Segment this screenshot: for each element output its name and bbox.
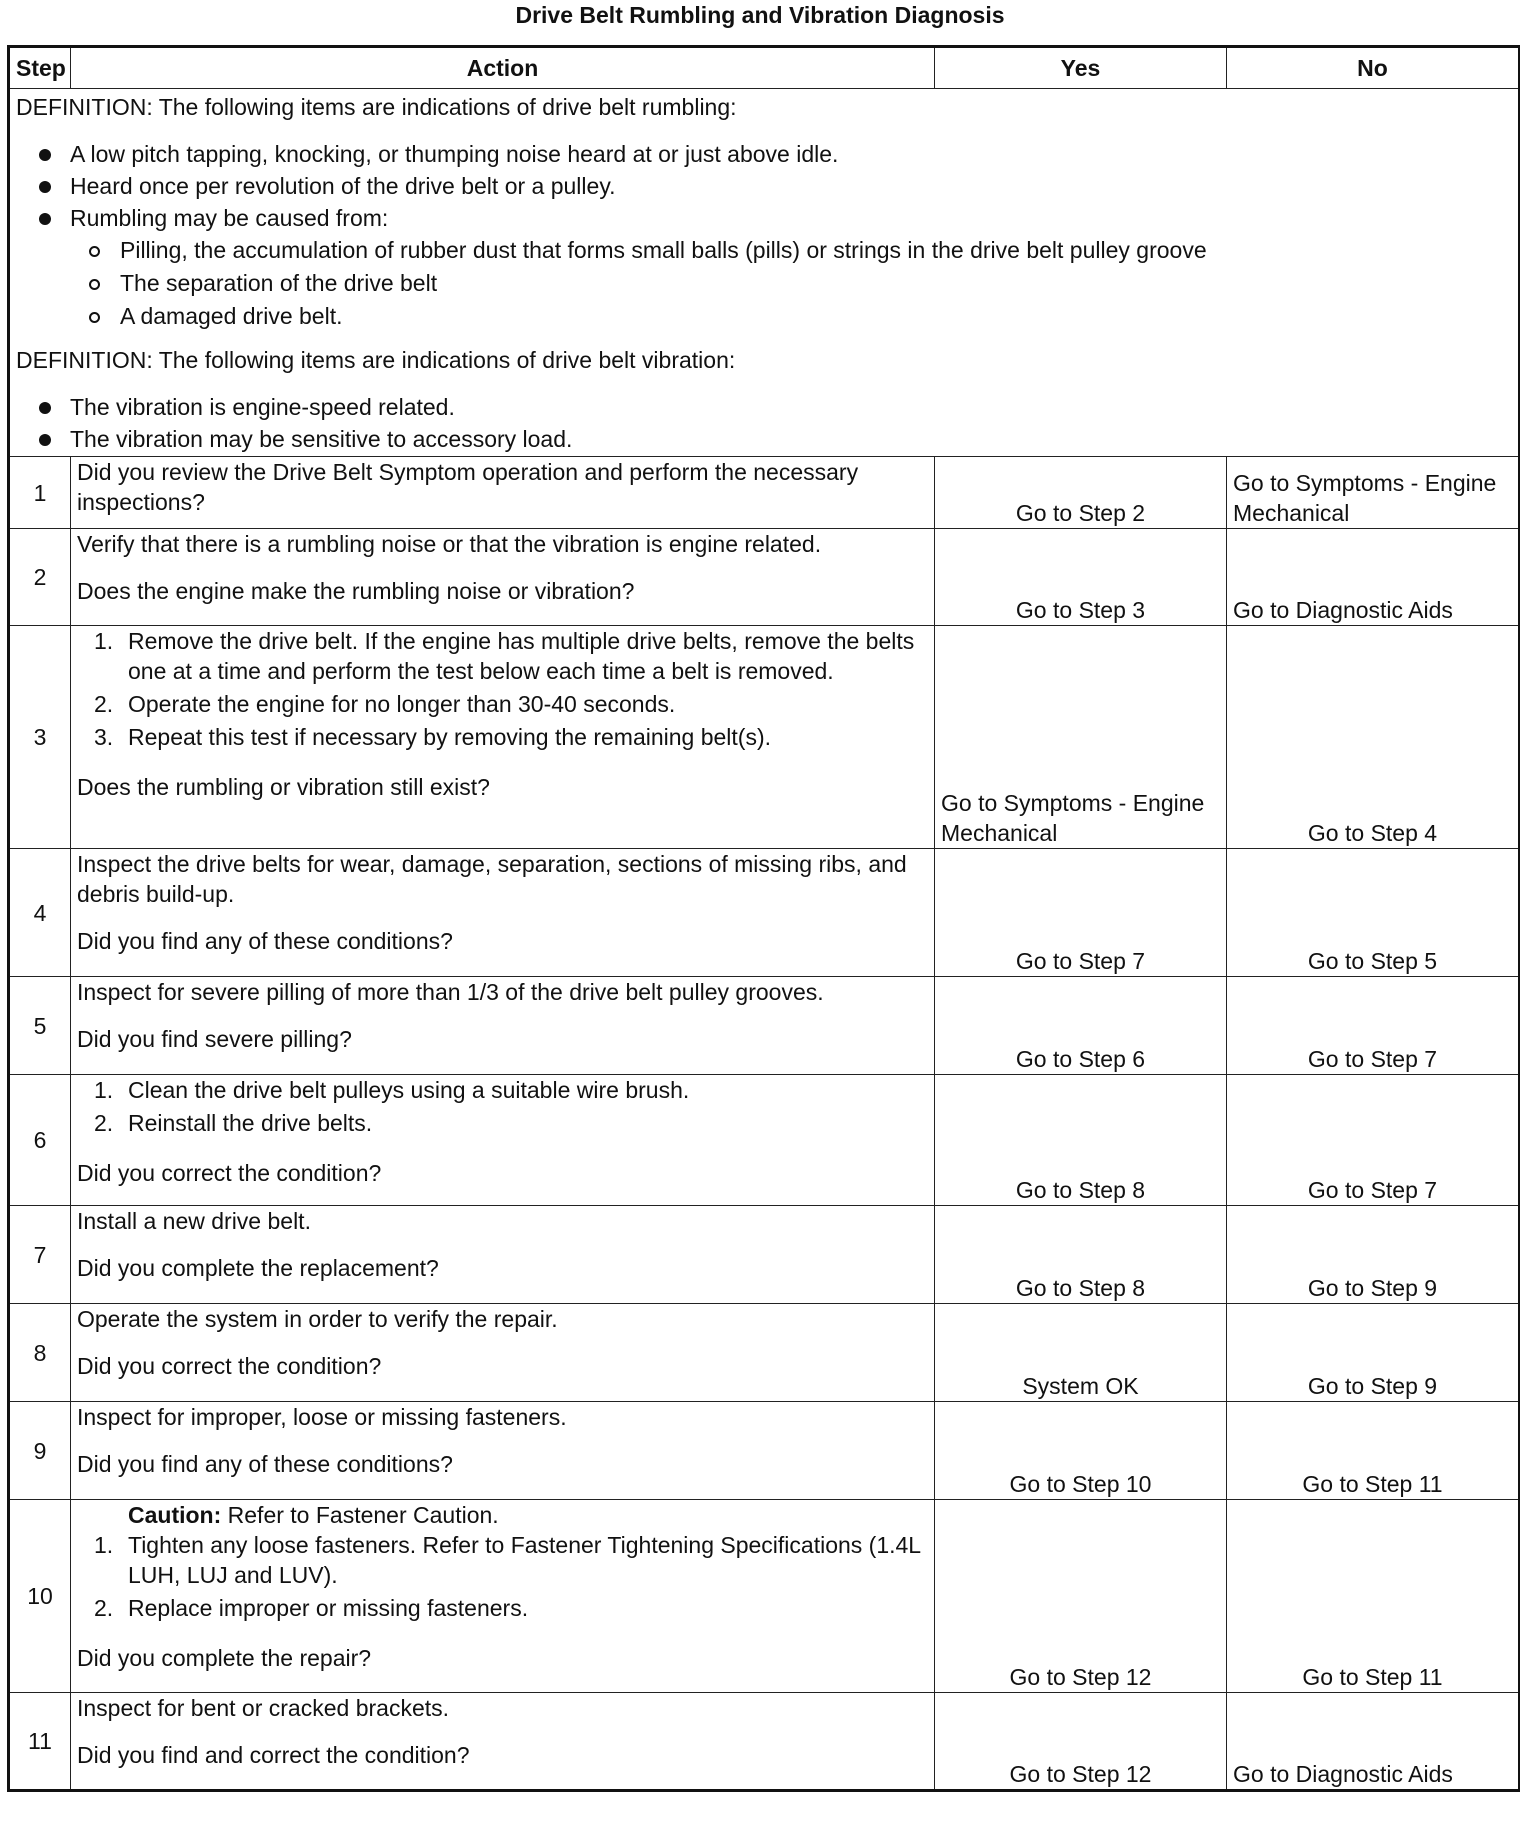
yes-cell: Go to Step 2 <box>935 457 1227 529</box>
action-question: Did you complete the repair? <box>77 1645 372 1671</box>
yes-cell: System OK <box>935 1304 1227 1402</box>
no-cell: Go to Step 9 <box>1227 1304 1520 1402</box>
header-yes: Yes <box>935 47 1227 89</box>
caution-label: Caution: <box>128 1502 222 1528</box>
table-row <box>9 1500 1520 1693</box>
action-step-item: 2. Reinstall the drive belts. <box>94 1110 373 1136</box>
header-no: No <box>1227 47 1520 89</box>
action-text: Verify that there is a rumbling noise or that the vibration is engine related. <box>77 531 822 557</box>
bullet-item <box>16 203 1512 331</box>
action-cell <box>71 1075 935 1206</box>
yes-cell: Go to Step 8 <box>935 1075 1227 1206</box>
action-question: Did you find severe pilling? <box>77 1026 352 1052</box>
action-question: Did you find any of these conditions? <box>77 928 453 954</box>
step-number: 1 <box>9 457 71 529</box>
action-steps <box>77 626 928 752</box>
action-cell <box>71 1206 935 1304</box>
bullet-item: The vibration is engine-speed related. <box>16 392 1512 422</box>
action-question: Did you correct the condition? <box>77 1160 382 1186</box>
definition-cell <box>9 89 1520 457</box>
action-question: Did you complete the replacement? <box>77 1255 439 1281</box>
yes-cell: Go to Step 8 <box>935 1206 1227 1304</box>
step-number: 11 <box>9 1693 71 1791</box>
table-row <box>9 529 1520 626</box>
step-number: 3 <box>9 626 71 849</box>
table-row <box>9 626 1520 849</box>
no-cell: Go to Diagnostic Aids <box>1227 529 1520 626</box>
sub-bullet-item: Pilling, the accumulation of rubber dust that forms small balls (pills) or strings in the drive belt pulley groove <box>70 235 1512 265</box>
table-row <box>9 1075 1520 1206</box>
action-text: Install a new drive belt. <box>77 1208 311 1234</box>
bullet-item: The vibration may be sensitive to accessory load. <box>16 424 1512 454</box>
action-text: Inspect the drive belts for wear, damage, separation, sections of missing ribs, and debris build-up. <box>77 851 907 907</box>
table-row <box>9 1693 1520 1791</box>
bullet-item: Heard once per revolution of the drive belt or a pulley. <box>16 171 1512 201</box>
step-number: 5 <box>9 977 71 1075</box>
definition-row <box>9 89 1520 457</box>
caution-note <box>77 1500 928 1530</box>
yes-cell: Go to Step 3 <box>935 529 1227 626</box>
yes-cell: Go to Step 12 <box>935 1500 1227 1693</box>
action-question: Did you correct the condition? <box>77 1353 382 1379</box>
caution-text: Refer to Fastener Caution. <box>227 1502 499 1528</box>
step-number: 7 <box>9 1206 71 1304</box>
action-text: Inspect for severe pilling of more than 1/3 of the drive belt pulley grooves. <box>77 979 824 1005</box>
document-title: Drive Belt Rumbling and Vibration Diagnosis <box>515 2 1005 28</box>
bullet-text: Rumbling may be caused from: <box>70 205 389 231</box>
action-question: Did you find and correct the condition? <box>77 1742 470 1768</box>
vibration-bullets <box>16 392 1512 454</box>
header-action: Action <box>71 47 935 89</box>
action-cell <box>71 1693 935 1791</box>
header-step: Step <box>9 47 71 89</box>
yes-cell: Go to Step 12 <box>935 1693 1227 1791</box>
action-step-item: 2. Operate the engine for no longer than 30-40 seconds. <box>94 691 676 717</box>
no-cell: Go to Step 11 <box>1227 1402 1520 1500</box>
table-row <box>9 849 1520 977</box>
yes-cell: Go to Step 10 <box>935 1402 1227 1500</box>
bullet-item: A low pitch tapping, knocking, or thumping noise heard at or just above idle. <box>16 139 1512 169</box>
no-cell: Go to Step 7 <box>1227 1075 1520 1206</box>
action-step-item: 1. Clean the drive belt pulleys using a suitable wire brush. <box>94 1077 690 1103</box>
no-cell: Go to Step 5 <box>1227 849 1520 977</box>
definition-vibration-intro: DEFINITION: The following items are indications of drive belt vibration: <box>16 347 736 373</box>
no-cell: Go to Symptoms - Engine Mechanical <box>1227 457 1520 529</box>
table-row <box>9 977 1520 1075</box>
table-row <box>9 1402 1520 1500</box>
action-steps <box>77 1530 928 1623</box>
yes-cell: Go to Step 7 <box>935 849 1227 977</box>
step-number: 2 <box>9 529 71 626</box>
action-cell <box>71 529 935 626</box>
action-step-item: 1. Tighten any loose fasteners. Refer to Fastener Tightening Specifications (1.4L LUH, LUJ and LUV). <box>94 1532 921 1588</box>
action-cell <box>71 1402 935 1500</box>
yes-cell: Go to Symptoms - Engine Mechanical <box>935 626 1227 849</box>
sub-bullet-item: The separation of the drive belt <box>70 268 1512 298</box>
step-number: 4 <box>9 849 71 977</box>
definition-rumbling-intro: DEFINITION: The following items are indications of drive belt rumbling: <box>16 94 737 120</box>
action-cell <box>71 849 935 977</box>
action-text: Inspect for bent or cracked brackets. <box>77 1695 450 1721</box>
action-text: Inspect for improper, loose or missing fasteners. <box>77 1404 567 1430</box>
table-row <box>9 457 1520 529</box>
action-question: Does the rumbling or vibration still exist? <box>77 774 490 800</box>
action-text: Operate the system in order to verify the repair. <box>77 1306 558 1332</box>
rumbling-causes <box>70 235 1512 331</box>
header-row <box>9 47 1520 89</box>
no-cell: Go to Step 7 <box>1227 977 1520 1075</box>
action-step-item: 2. Replace improper or missing fasteners. <box>94 1595 529 1621</box>
action-text: Did you review the Drive Belt Symptom operation and perform the necessary inspections? <box>77 459 859 515</box>
no-cell: Go to Step 11 <box>1227 1500 1520 1693</box>
action-cell <box>71 1500 935 1693</box>
step-number: 6 <box>9 1075 71 1206</box>
step-number: 10 <box>9 1500 71 1693</box>
no-cell: Go to Diagnostic Aids <box>1227 1693 1520 1791</box>
rumbling-bullets <box>16 139 1512 331</box>
step-number: 8 <box>9 1304 71 1402</box>
yes-cell: Go to Step 6 <box>935 977 1227 1075</box>
action-step-item: 3. Repeat this test if necessary by removing the remaining belt(s). <box>94 724 772 750</box>
action-cell <box>71 457 935 529</box>
action-cell <box>71 977 935 1075</box>
step-number: 9 <box>9 1402 71 1500</box>
action-cell <box>71 1304 935 1402</box>
diagnosis-table <box>7 45 1520 1792</box>
table-row <box>9 1304 1520 1402</box>
action-question: Did you find any of these conditions? <box>77 1451 453 1477</box>
table-row <box>9 1206 1520 1304</box>
action-steps <box>77 1075 928 1138</box>
action-question: Does the engine make the rumbling noise or vibration? <box>77 578 635 604</box>
no-cell: Go to Step 9 <box>1227 1206 1520 1304</box>
action-step-item: 1. Remove the drive belt. If the engine has multiple drive belts, remove the belts one at a time and perform the test below each time a belt is removed. <box>94 628 915 684</box>
sub-bullet-item: A damaged drive belt. <box>70 301 1512 331</box>
action-cell <box>71 626 935 849</box>
no-cell: Go to Step 4 <box>1227 626 1520 849</box>
